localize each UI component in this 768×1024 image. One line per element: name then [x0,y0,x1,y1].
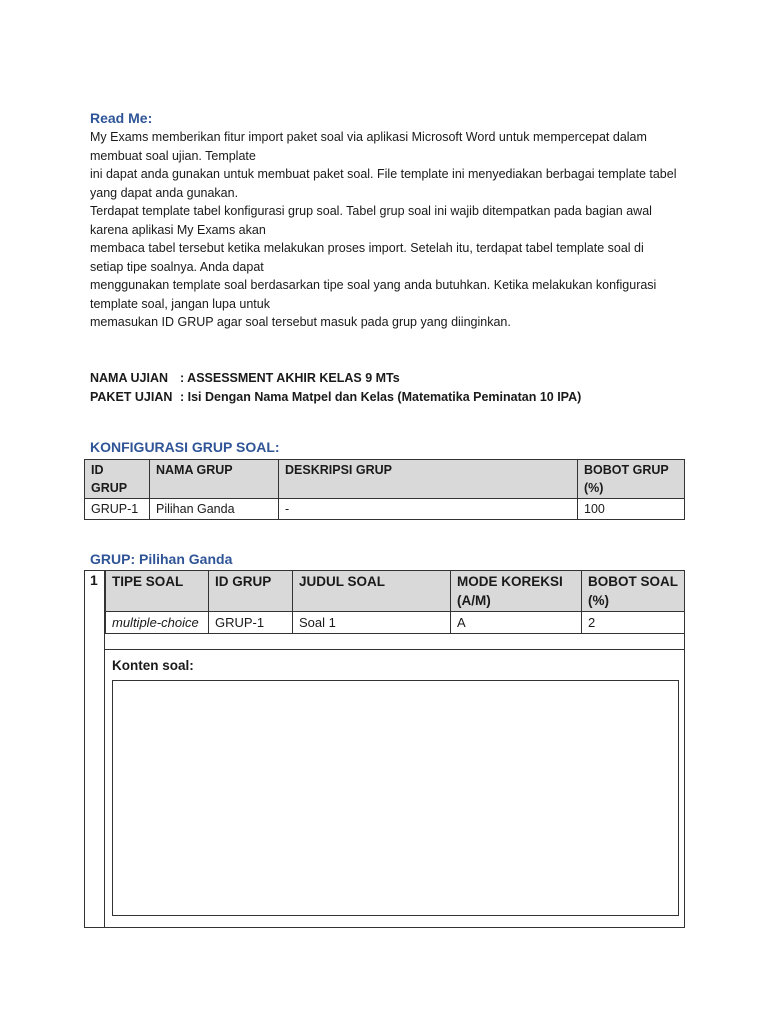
column-header: DESKRIPSI GRUP [279,460,578,499]
table-cell: Soal 1 [293,612,451,634]
table-header-row [106,571,685,612]
column-header: BOBOT SOAL (%) [582,571,685,612]
readme-line: memasukan ID GRUP agar soal tersebut masuk pada grup yang diinginkan. [90,315,511,329]
nama-ujian-value: : ASSESSMENT AKHIR KELAS 9 MTs [180,371,400,385]
table-cell: - [279,499,578,520]
nama-ujian-row [90,369,581,388]
paket-ujian-label: PAKET UJIAN [90,389,173,404]
konten-label: Konten soal: [112,658,194,673]
readme-line: ini dapat anda gunakan untuk membuat paket soal. File template ini menyediakan berbagai template tabel yang dapat anda gunakan. [90,167,677,200]
konten-input-box[interactable] [112,680,679,916]
column-header: JUDUL SOAL [293,571,451,612]
readme-line: My Exams memberikan fitur import paket soal via aplikasi Microsoft Word untuk mempercepat dalam membuat soal ujian. Template [90,130,647,163]
table-row [85,499,685,520]
readme-line: Terdapat template tabel konfigurasi grup soal. Tabel grup soal ini wajib ditempatkan pada bagian awal karena aplikasi My Exams akan [90,204,652,237]
column-header: BOBOT GRUP (%) [578,460,685,499]
table-cell: GRUP-1 [209,612,293,634]
readme-line: membaca tabel tersebut ketika melakukan proses import. Setelah itu, terdapat tabel template soal di setiap tipe soalnya. Anda dapat [90,241,644,274]
soal-number: 1 [85,571,105,927]
table-cell: 2 [582,612,685,634]
column-header: ID GRUP [209,571,293,612]
table-cell: Pilihan Ganda [150,499,279,520]
konfigurasi-title: KONFIGURASI GRUP SOAL: [90,439,280,455]
nama-ujian-label: NAMA UJIAN [90,371,169,385]
column-header: NAMA GRUP [150,460,279,499]
column-header: TIPE SOAL [106,571,209,612]
exam-meta [90,369,581,406]
paket-ujian-value: : Isi Dengan Nama Matpel dan Kelas (Matematika Peminatan 10 IPA) [180,389,582,404]
column-header: MODE KOREKSI (A/M) [451,571,582,612]
table-cell: A [451,612,582,634]
soal-table [105,570,685,634]
soal-table-container [84,570,685,928]
grup-title: GRUP: Pilihan Ganda [90,551,233,567]
readme-title: Read Me: [90,110,153,126]
table-cell: 100 [578,499,685,520]
konfigurasi-table [84,459,685,520]
table-header-row [85,460,685,499]
readme-body [90,128,680,332]
table-cell: GRUP-1 [85,499,150,520]
readme-line: menggunakan template soal berdasarkan tipe soal yang anda butuhkan. Ketika melakukan konfigurasi template soal, jangan lupa untuk [90,278,657,311]
table-row [106,612,685,634]
column-header: ID GRUP [85,460,150,499]
paket-ujian-row [90,388,581,407]
table-cell: multiple-choice [106,612,209,634]
